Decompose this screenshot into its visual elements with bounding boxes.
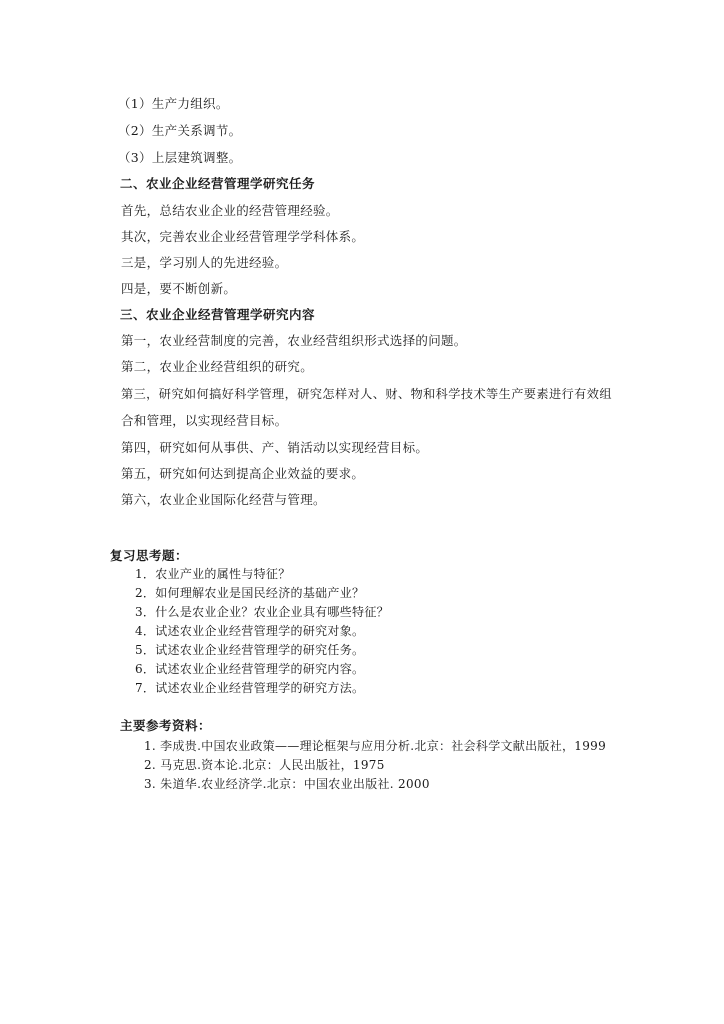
review-question: 6．试述农业企业经营管理学的研究内容。 <box>135 662 365 676</box>
task-item: 其次，完善农业企业经营管理学学科体系。 <box>121 229 365 244</box>
content-item-continued: 合和管理，以实现经营目标。 <box>121 413 288 428</box>
section-heading: 二、农业企业经营管理学研究任务 <box>120 176 316 191</box>
content-item: 第一，农业经营制度的完善，农业经营组织形式选择的问题。 <box>121 333 467 348</box>
review-question: 4．试述农业企业经营管理学的研究对象。 <box>135 624 365 638</box>
task-item: 三是，学习别人的先进经验。 <box>121 255 288 270</box>
task-item: 四是，要不断创新。 <box>121 281 237 296</box>
section-heading: 三、农业企业经营管理学研究内容 <box>120 307 316 322</box>
function-item: （3）上层建筑调整。 <box>118 150 242 165</box>
review-question: 3．什么是农业企业？农业企业具有哪些特征？ <box>135 605 389 619</box>
function-item: （1）生产力组织。 <box>118 96 229 111</box>
review-question: 1．农业产业的属性与特征？ <box>135 567 291 581</box>
review-question: 2．如何理解农业是国民经济的基础产业？ <box>135 586 365 600</box>
content-item: 第四，研究如何从事供、产、销活动以实现经营目标。 <box>121 440 429 455</box>
review-heading: 复习思考题： <box>110 548 189 563</box>
reference-item: 1. 李成贵.中国农业政策——理论框架与应用分析.北京：社会科学文献出版社，1999 <box>144 739 607 753</box>
function-item: （2）生产关系调节。 <box>118 123 242 138</box>
content-item: 第六，农业企业国际化经营与管理。 <box>121 492 326 507</box>
review-question: 5．试述农业企业经营管理学的研究任务。 <box>135 643 365 657</box>
task-item: 首先，总结农业企业的经营管理经验。 <box>121 203 339 218</box>
references-heading: 主要参考资料： <box>120 718 212 733</box>
reference-item: 3. 朱道华.农业经济学.北京：中国农业出版社. 2000 <box>144 777 430 791</box>
content-item: 第三，研究如何搞好科学管理，研究怎样对人、财、物和科学技术等生产要素进行有效组 <box>121 387 612 401</box>
content-item: 第五，研究如何达到提高企业效益的要求。 <box>121 466 365 481</box>
content-item: 第二，农业企业经营组织的研究。 <box>121 359 314 374</box>
review-question: 7．试述农业企业经营管理学的研究方法。 <box>135 681 365 695</box>
reference-item: 2. 马克思.资本论.北京：人民出版社，1975 <box>144 758 385 772</box>
